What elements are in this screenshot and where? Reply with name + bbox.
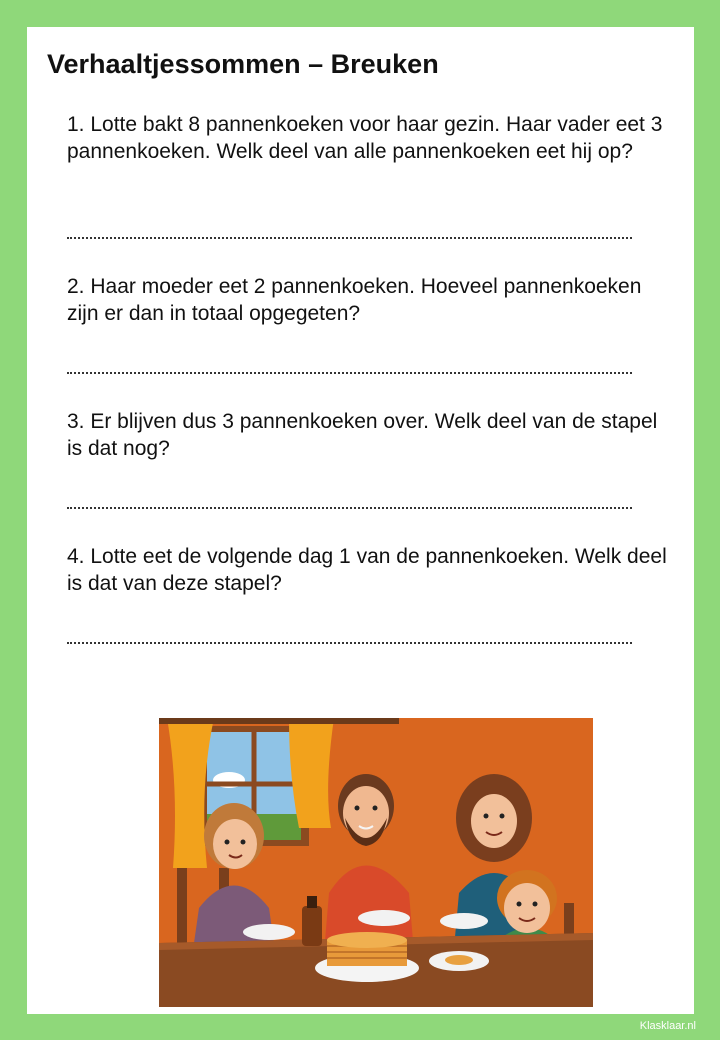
worksheet-title: Verhaaltjessommen – Breuken (47, 49, 439, 79)
answer-line-2[interactable] (67, 372, 632, 374)
question-3: 3. Er blijven dus 3 pannenkoeken over. Welk deel van de stapel is dat nog? (67, 410, 658, 460)
answer-line-3[interactable] (67, 507, 632, 509)
footer-brand: Klasklaar.nl (639, 1020, 696, 1032)
question-2: 2. Haar moeder eet 2 pannenkoeken. Hoeveel pannenkoeken zijn er dan in totaal opgegeten? (67, 275, 642, 325)
worksheet-page (27, 27, 694, 1014)
question-1: 1. Lotte bakt 8 pannenkoeken voor haar gezin. Haar vader eet 3 pannenkoeken. Welk deel van alle pannenkoeken eet hij op? (67, 113, 663, 163)
answer-line-4[interactable] (67, 642, 632, 644)
family-pancake-illustration (159, 718, 593, 1007)
question-4: 4. Lotte eet de volgende dag 1 van de pannenkoeken. Welk deel is dat van deze stapel? (67, 545, 667, 595)
answer-line-1[interactable] (67, 237, 632, 239)
